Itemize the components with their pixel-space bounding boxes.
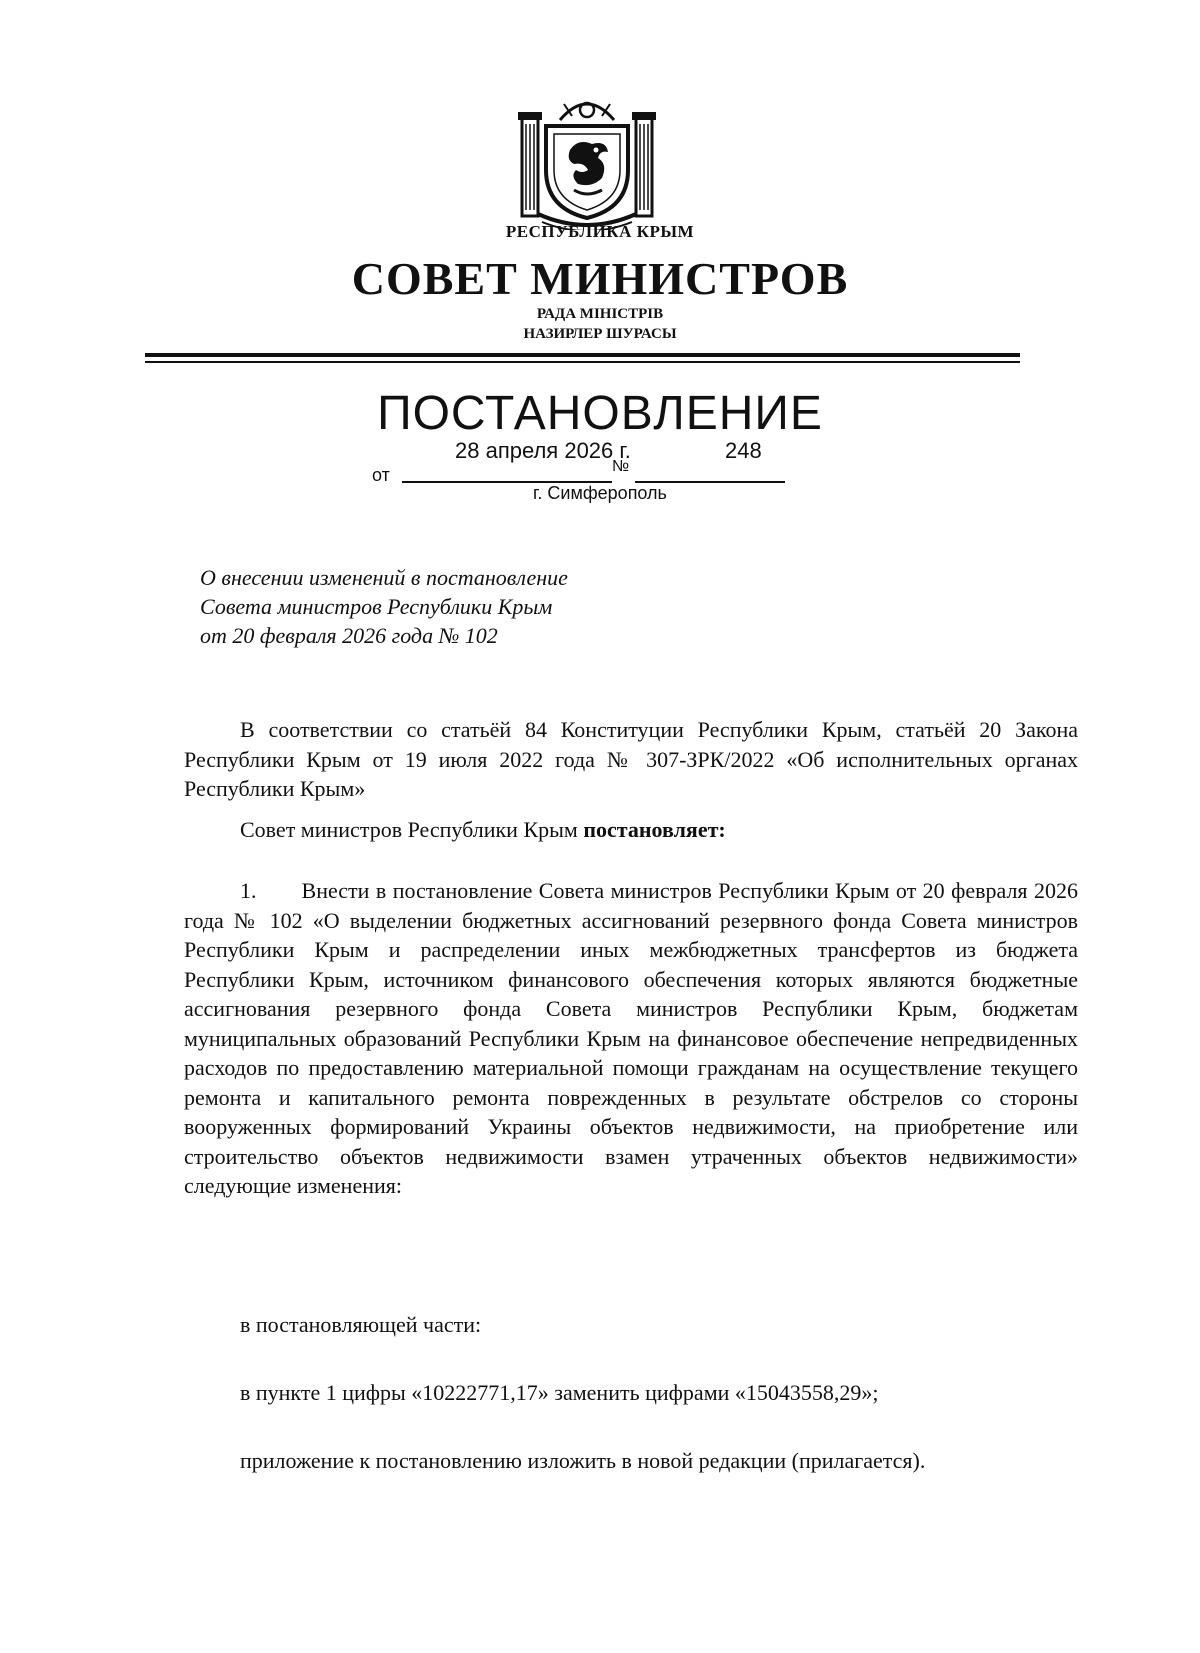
council-title-ukrainian: РАДА МІНІСТРІВ [536, 306, 664, 322]
document-number: 248 [725, 438, 762, 463]
document-date: 28 апреля 2026 г. [455, 438, 631, 463]
resolves-paragraph [240, 815, 726, 845]
change-point-1: в пункте 1 цифры «10222771,17» заменить цифрами «15043558,29»; [240, 1380, 879, 1405]
document-type-title: ПОСТАНОВЛЕНИЕ [377, 387, 823, 440]
resolves-keyword: постановляет: [583, 817, 726, 842]
header-divider-thin [145, 361, 1020, 363]
resolves-prefix: Совет министров Республики Крым [240, 817, 584, 842]
subject-line: от 20 февраля 2026 года № 102 [200, 623, 498, 648]
date-label: от [372, 465, 390, 485]
crimea-coat-of-arms-icon [512, 90, 662, 230]
header-divider-thick [145, 353, 1020, 357]
document-subject [200, 563, 568, 650]
subject-line: Совета министров Республики Крым [200, 594, 553, 619]
republic-name: РЕСПУБЛИКА КРЫМ [505, 222, 695, 241]
change-part-heading: в постановляющей части: [240, 1312, 482, 1337]
change-appendix: приложение к постановлению изложить в новой редакции (прилагается). [240, 1448, 926, 1473]
council-title: СОВЕТ МИНИСТРОВ [351, 253, 849, 304]
number-label: № [612, 458, 630, 475]
subject-line: О внесении изменений в постановление [200, 565, 568, 590]
council-title-crimean-tatar: НАЗИРЛЕР ШУРАСЫ [523, 326, 677, 342]
document-city: г. Симферополь [533, 483, 667, 503]
preamble-paragraph: В соответствии со статьёй 84 Конституции Республики Крым, статьёй 20 Закона Республики Крым от 19 июля 2022 года № 307-ЗРК/2022 «Об исполнительных органах Республики Крым» [184, 717, 1078, 801]
item-1-paragraph: 1. Внести в постановление Совета министров Республики Крым от 20 февраля 2026 года № 102 «О выделении бюджетных ассигнований резервного фонда Совета министров Республики Крым и распределении иных межбюджетных трансфертов из бюджета Республики Крым, источником финансового обеспечения которых являются бюджетные ассигнования резервного фонда Совета министров Республики Крым, бюджетам муниципальных образований Республики Крым на финансовое обеспечение непредвиденных расходов по предоставлению материальной помощи гражданам на осуществление текущего ремонта и капитального ремонта поврежденных в результате обстрелов со стороны вооруженных формирований Украины объектов недвижимости, на приобретение или строительство объектов недвижимости взамен утраченных объектов недвижимости» следующие изменения: [184, 878, 1078, 1198]
